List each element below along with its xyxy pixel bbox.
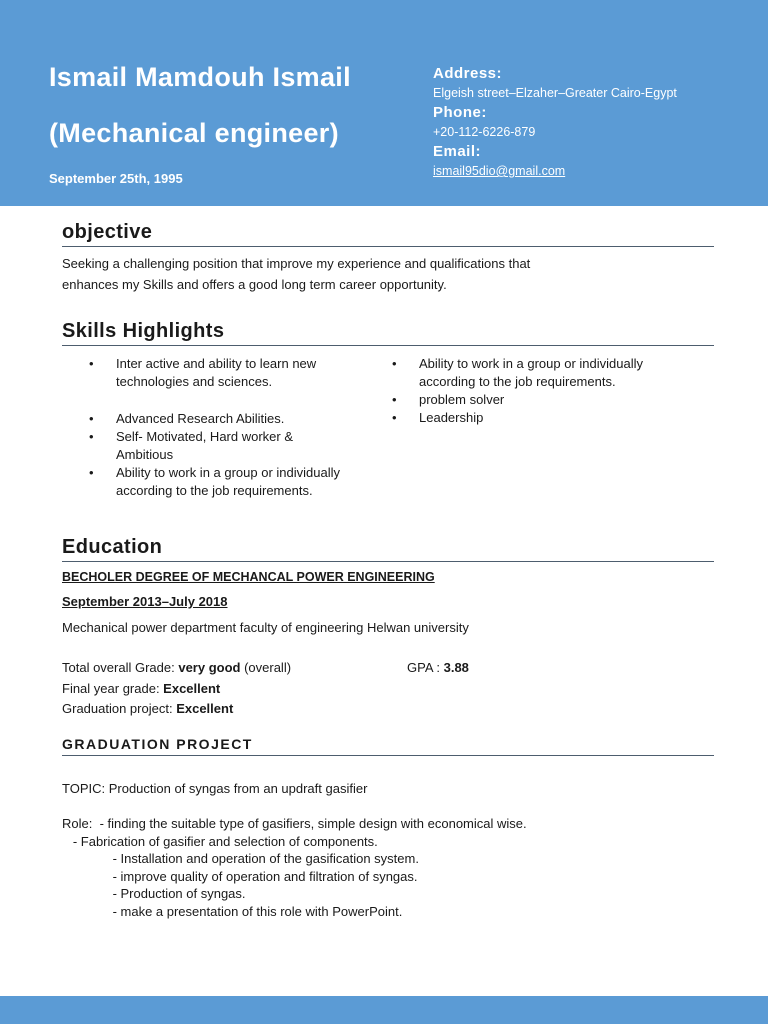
header-banner [0,0,768,206]
project-grade-value: Excellent [176,701,234,716]
skill-item: • Leadership [365,409,655,427]
education-section-header [62,534,714,562]
project-grade-label: Graduation project: [62,701,177,716]
overall-grade-value: very good [178,660,241,675]
birth-date: September 25th, 1995 [49,171,183,186]
skills-list-left [62,355,352,500]
role-line: Role: - finding the suitable type of gasifiers, simple design with economical wise. [62,816,527,831]
gpa-label: GPA : [407,660,444,675]
skills-list-right [365,355,655,427]
role-line: - Installation and operation of the gasification system. [62,851,419,867]
email-label: Email: [433,143,482,160]
project-role-list [62,815,527,921]
education-heading: Education [62,536,163,558]
study-period: September 2013–July 2018 [62,594,228,609]
skill-item: • Ability to work in a group or individually according to the job requirements. [365,355,655,391]
skills-heading: Skills Highlights [62,320,225,342]
gpa-value: 3.88 [443,660,469,675]
role-line: - Fabrication of gasifier and selection of components. [62,833,378,849]
objective-line-1: Seeking a challenging position that improve my experience and qualifications that [62,256,531,271]
final-grade-label: Final year grade: [62,681,164,696]
job-title: (Mechanical engineer) [49,118,339,148]
degree-title: BECHOLER DEGREE OF MECHANCAL POWER ENGINEERING [62,570,435,584]
role-line: - improve quality of operation and filtration of syngas. [62,868,418,884]
skill-item: • Self- Motivated, Hard worker & Ambitious [62,428,352,464]
overall-grade-suffix: (overall) [240,660,292,675]
objective-line-2: enhances my Skills and offers a good long term career opportunity. [62,277,447,292]
overall-grade [62,657,291,678]
contact-block [433,64,677,181]
address-value: Elgeish street–Elzaher–Greater Cairo-Egypt [433,86,677,100]
project-topic: TOPIC: Production of syngas from an updraft gasifier [62,781,368,796]
graduation-project-heading: GRADUATION PROJECT [62,736,253,752]
gpa [407,657,469,678]
phone-value: +20-112-6226-879 [433,125,536,139]
address-label: Address: [433,65,503,82]
skill-item: • problem solver [365,391,655,409]
overall-grade-label: Total overall Grade: [62,660,179,675]
skill-item: • Inter active and ability to learn new technologies and sciences. [62,355,352,391]
objective-heading: objective [62,221,153,243]
skill-item: • Advanced Research Abilities. [62,410,352,428]
graduation-project-section-header [62,733,714,756]
footer-bar [0,996,768,1024]
role-line: - Production of syngas. [62,886,246,902]
role-line: - make a presentation of this role with PowerPoint. [62,903,403,919]
phone-label: Phone: [433,104,487,121]
skill-item: • Ability to work in a group or individually according to the job requirements. [62,464,352,500]
objective-section-header [62,219,714,247]
final-year-grade [62,678,220,699]
email-link[interactable]: ismail95dio@gmail.com [433,164,566,178]
institution: Mechanical power department faculty of engineering Helwan university [62,620,469,635]
skills-section-header [62,318,714,346]
final-grade-value: Excellent [163,681,221,696]
graduation-project-grade [62,698,233,719]
applicant-name: Ismail Mamdouh Ismail [49,62,351,92]
